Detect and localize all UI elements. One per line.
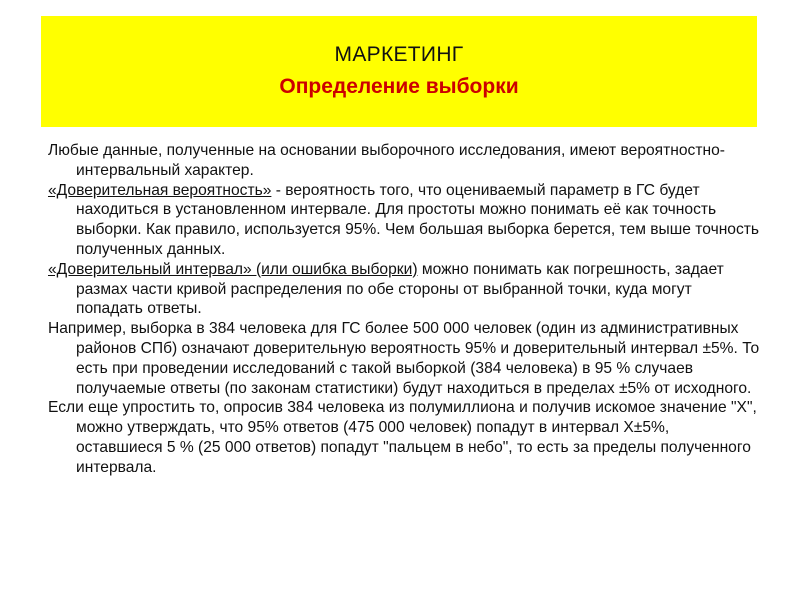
term-confidence-interval: «Доверительный интервал» (или ошибка выборки) xyxy=(48,260,418,278)
slide-subtitle: Определение выборки xyxy=(279,75,519,98)
paragraph-text: Любые данные, полученные на основании выборочного исследования, имеют вероятностно-интервальный характер. xyxy=(48,142,725,179)
title-banner xyxy=(41,16,757,127)
paragraph-simplification xyxy=(48,398,760,477)
paragraph-text: - вероятность того, что оцениваемый параметр в ГС будет находиться в установленном интервале. Для простоты можно понимать её как точность выборки. Как правило, используется 95%. Чем большая выборка берется, тем выше точность полученных данных. xyxy=(76,181,760,258)
term-confidence-probability: «Доверительная вероятность» xyxy=(48,181,272,199)
paragraph-confidence-interval xyxy=(48,260,760,319)
paragraph-text: можно понимать как погрешность, задает размах части кривой распределения по обе стороны от выбранной точки, куда могут попадать ответы. xyxy=(76,260,724,318)
paragraph-text: Например, выборка в 384 человека для ГС более 500 000 человек (один из административных районов СПб) означают доверительную вероятность 95% и доверительный интервал ±5%. То есть при проведении исследований с такой выборкой (384 человека) в 95 % случаев получаемые ответы (по законам статистики) будут находиться в пределах ±5% от исходного. xyxy=(48,320,760,397)
paragraph-confidence-probability xyxy=(48,181,760,260)
body-text xyxy=(48,141,760,478)
paragraph-example xyxy=(48,319,760,398)
paragraph-sample-data xyxy=(48,141,760,181)
slide-title: МАРКЕТИНГ xyxy=(334,43,464,66)
paragraph-text: Если еще упростить то, опросив 384 человека из полумиллиона и получив искомое значение "Х", можно утверждать, что 95% ответов (475 000 человек) попадут в интервал Х±5%, оставшиеся 5 % (25 000 ответов) попадут "пальцем в небо", то есть за пределы полученного интервала. xyxy=(48,399,757,476)
